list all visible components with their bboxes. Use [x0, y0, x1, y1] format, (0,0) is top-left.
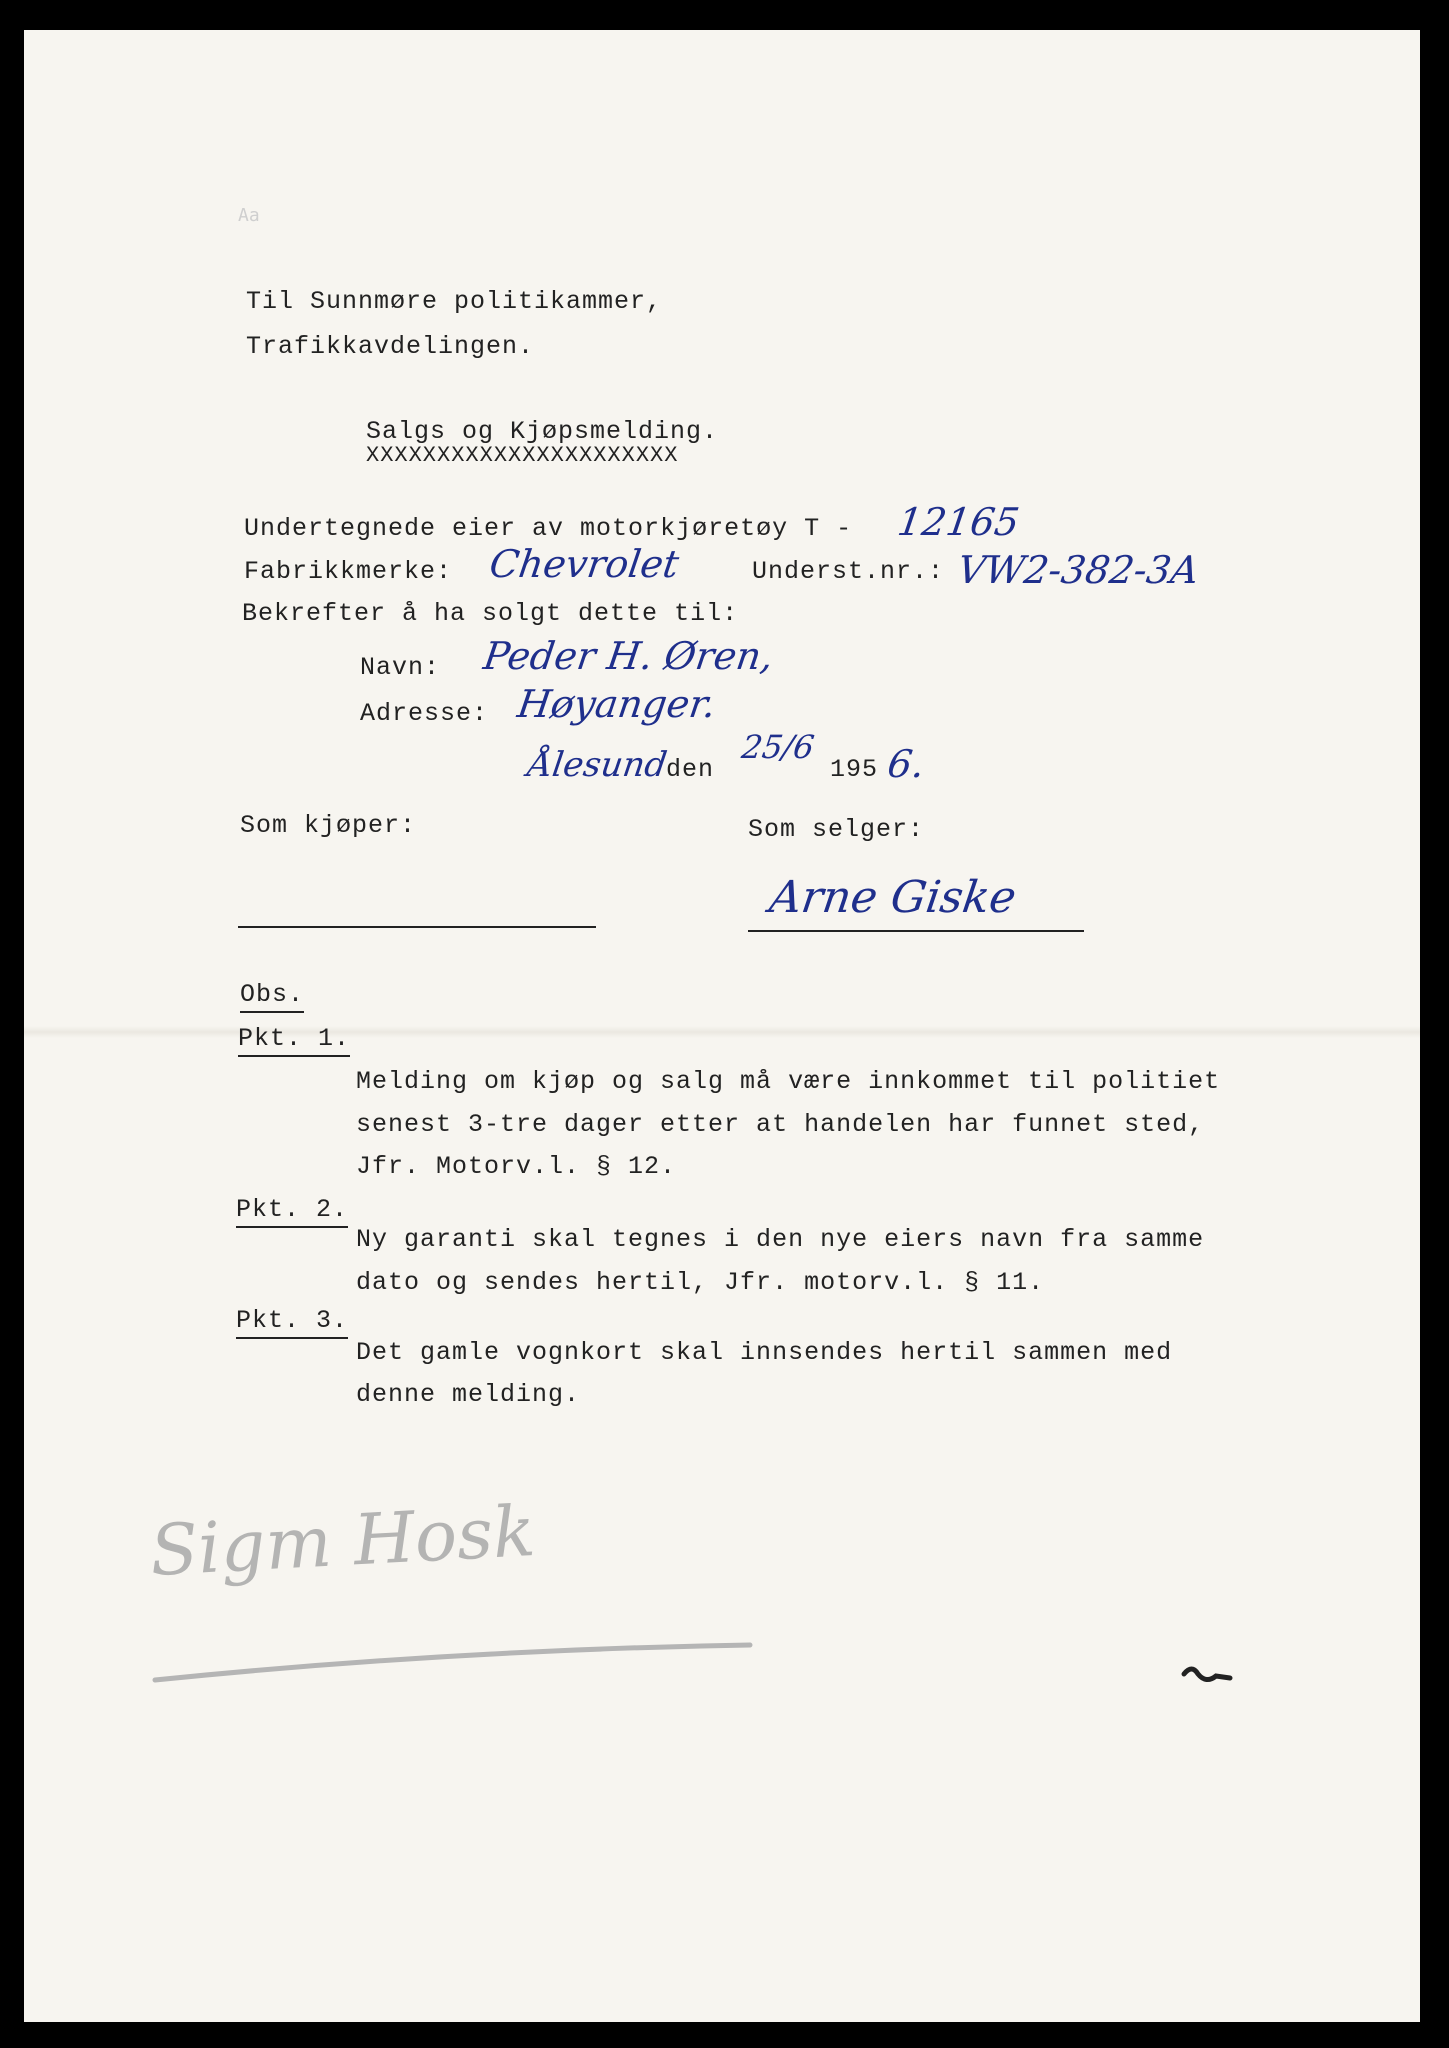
obs-heading-text: Obs.: [240, 980, 304, 1013]
address-label: Adresse:: [360, 699, 489, 728]
seller-label: Som selger:: [748, 815, 925, 844]
obs-heading: [240, 980, 304, 1009]
chassis-value: VW2-382-3A: [954, 548, 1202, 592]
date-value: 25/6: [739, 728, 817, 766]
seller-signature-line: [748, 930, 1084, 932]
name-label: Navn:: [360, 653, 441, 682]
seller-signature: Arne Giske: [766, 872, 1020, 923]
pkt-1-label-text: Pkt. 1.: [238, 1024, 350, 1057]
pkt-1-line-2: senest 3-tre dager etter at handelen har funnet sted,: [356, 1110, 1205, 1139]
chassis-label: Underst.nr.:: [752, 557, 945, 586]
pencil-signature: Sigm Hosk: [148, 1489, 538, 1593]
owner-value: 12165: [894, 500, 1022, 544]
year-prefix: 195: [830, 755, 879, 784]
year-suffix: 6.: [884, 742, 928, 786]
pkt-2-line-2: dato og sendes hertil, Jfr. motorv.l. § 11.: [356, 1268, 1045, 1297]
address-value: Høyanger.: [514, 682, 719, 726]
ink-blot-path: [1184, 1669, 1230, 1680]
pkt-3-line-1: Det gamle vognkort skal innsendes hertil sammen med: [356, 1338, 1173, 1367]
pkt-3-label-text: Pkt. 3.: [236, 1306, 348, 1339]
ink-blot: [1180, 1660, 1240, 1690]
pkt-1-line-3: Jfr. Motorv.l. § 12.: [356, 1152, 677, 1181]
owner-label: Undertegnede eier av motorkjøretøy T -: [244, 514, 853, 543]
date-label: den: [666, 755, 715, 784]
name-value: Peder H. Øren,: [480, 634, 777, 678]
paper-fold: [24, 1026, 1420, 1038]
pencil-stroke-path: [155, 1645, 750, 1680]
make-label: Fabrikkmerke:: [244, 557, 453, 586]
pkt-1-line-1: Melding om kjøp og salg må være innkommet til politiet: [356, 1067, 1221, 1096]
pkt-2-line-1: Ny garanti skal tegnes i den nye eiers navn fra samme: [356, 1225, 1205, 1254]
pkt-2-label-text: Pkt. 2.: [236, 1195, 348, 1228]
pkt-2-label: [236, 1195, 348, 1224]
pkt-1-label: [238, 1024, 350, 1053]
make-value: Chevrolet: [486, 542, 682, 586]
recipient-line-2: Trafikkavdelingen.: [246, 332, 535, 361]
buyer-signature-line: [238, 926, 596, 928]
document-title: Salgs og Kjøpsmelding.: [366, 417, 719, 446]
title-strikeover: XXXXXXXXXXXXXXXXXXXXXX: [366, 443, 679, 468]
buyer-label: Som kjøper:: [240, 811, 417, 840]
recipient-line-1: Til Sunnmøre politikammer,: [246, 287, 663, 316]
place-value: Ålesund: [525, 745, 670, 785]
pkt-3-label: [236, 1306, 348, 1335]
pencil-stroke: [150, 1630, 770, 1690]
pkt-3-line-2: denne melding.: [356, 1380, 581, 1409]
faint-mark: Aa: [238, 205, 260, 226]
confirm-label: Bekrefter å ha solgt dette til:: [242, 599, 739, 628]
